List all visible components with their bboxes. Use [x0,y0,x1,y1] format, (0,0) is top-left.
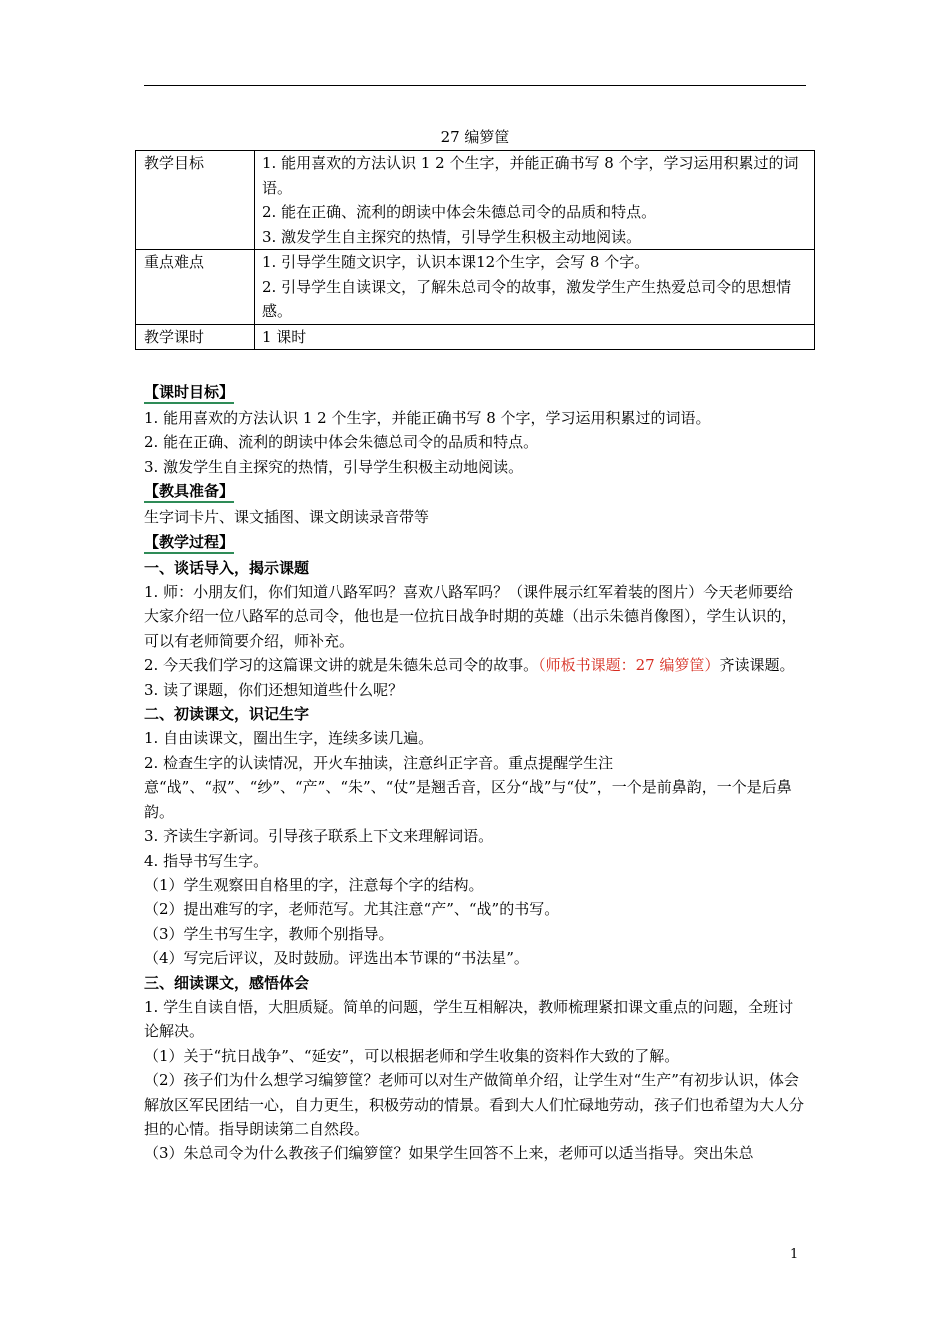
section-heading: 二、初读课文，识记生字 [144,705,310,724]
header-rule [144,85,806,86]
section-heading: 一、谈话导入，揭示课题 [144,558,310,577]
paragraph: 3. 读了课题，你们还想知道些什么呢？ [144,680,404,699]
table-line: 1 课时 [262,327,307,346]
section-label-tools: 【教具准备】 [144,481,234,503]
paragraph: （2）孩子们为什么想学习编箩筐？老师可以对生产做简单介绍，让学生对“生产”有初步认识，体会解放区军民团结一心，自力更生，积极劳动的情景。看到大人们忙碌地劳动，孩子们也希望为大人分担的心情。指导朗读第二自然段。 [144,1071,805,1138]
section-label-goals: 【课时目标】 [144,382,234,404]
table-content-hours [255,324,815,350]
table-label-key-points: 重点难点 [136,250,255,325]
lesson-info-table [135,150,815,350]
table-row [136,250,815,325]
paragraph [144,653,808,677]
paragraph: （1）关于“抗日战争”、“延安”，可以根据老师和学生收集的资料作大致的了解。 [144,1046,680,1065]
table-label-goals: 教学目标 [136,151,255,250]
paragraph: 4. 指导书写生字。 [144,851,269,870]
table-label-hours: 教学课时 [136,324,255,350]
section-heading: 三、细读课文，感悟体会 [144,973,310,992]
table-row [136,324,815,350]
table-line: 1. 能用喜欢的方法认识 1 2 个生字，并能正确书写 8 个字，学习运用积累过的词语。 [262,154,799,197]
paragraph: 生字词卡片、课文插图、课文朗读录音带等 [144,508,430,527]
table-content-key-points [255,250,815,325]
paragraph: 1. 自由读课文，圈出生字，连续多读几遍。 [144,729,434,748]
paragraph: 3. 齐读生字新词。引导孩子联系上下文来理解词语。 [144,827,494,846]
red-note: （师板书课题：27 编箩筐） [538,656,720,675]
document-body [144,380,808,1166]
paragraph: （3）朱总司令为什么教孩子们编箩筐？如果学生回答不上来，老师可以适当指导。突出朱总 [144,1144,754,1163]
paragraph: 1. 能用喜欢的方法认识 1 2 个生字，并能正确书写 8 个字，学习运用积累过的词语。 [144,409,711,427]
paragraph: 2. 检查生字的认读情况，开火车抽读，注意纠正字音。重点提醒学生注意“战”、“叔”、“纱”、“产”、“朱”、“仗”是翘舌音，区分“战”与“仗”，一个是前鼻韵，一个是后鼻韵。 [144,753,792,821]
paragraph: 3. 激发学生自主探究的热情，引导学生积极主动地阅读。 [144,457,524,476]
table-line: 1. 引导学生随文识字，认识本课12个生字，会写 8 个字。 [262,253,650,271]
document-title: 27 编箩筐 [440,128,510,146]
paragraph: （1）学生观察田自格里的字，注意每个字的结构。 [144,875,484,894]
paragraph-text: 齐读课题。 [719,656,795,675]
table-content-goals [255,151,815,250]
section-label-process: 【教学过程】 [144,532,234,554]
paragraph-text: 2. 今天我们学习的这篇课文讲的就是朱德朱总司令的故事。 [144,656,539,675]
table-line: 2. 引导学生自读课文，了解朱总司令的故事，激发学生产生热爱总司令的思想情感。 [262,277,792,320]
paragraph: （3）学生书写生字，教师个别指导。 [144,924,394,943]
paragraph: 1. 师：小朋友们，你们知道八路军吗？喜欢八路军吗？（课件展示红军着装的图片）今天老师要给大家介绍一位八路军的总司令，他也是一位抗日战争时期的英雄（出示朱德肖像图），学生认识的，可以有老师简要介绍，师补充。 [144,583,797,650]
paragraph: （4）写完后评议，及时鼓励。评选出本节课的“书法星”。 [144,949,529,968]
table-line: 2. 能在正确、流利的朗读中体会朱德总司令的品质和特点。 [262,203,657,221]
paragraph: 2. 能在正确、流利的朗读中体会朱德总司令的品质和特点。 [144,433,539,452]
paragraph: 1. 学生自读自悟，大胆质疑。简单的问题，学生互相解决，教师梳理紧扣课文重点的问题，全班讨论解决。 [144,997,794,1041]
table-line: 3. 激发学生自主探究的热情，引导学生积极主动地阅读。 [262,227,642,246]
paragraph: （2）提出难写的字，老师范写。尤其注意“产”、“战”的书写。 [144,900,560,919]
table-row [136,151,815,250]
page-number: 1 [790,1247,799,1262]
